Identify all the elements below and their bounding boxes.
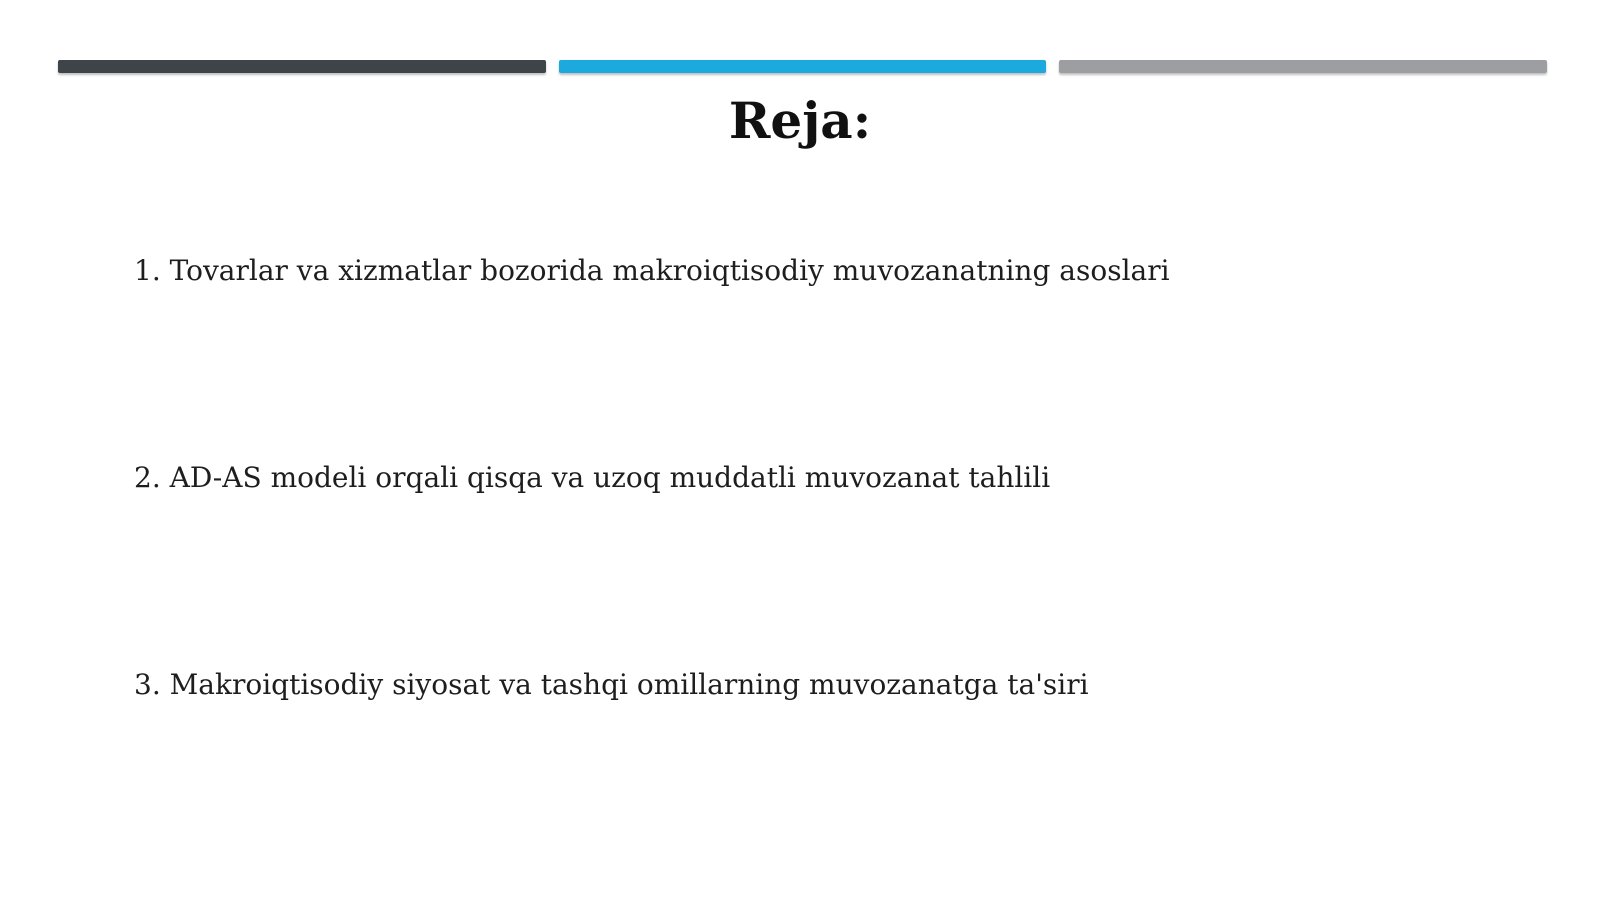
plan-item: 2. AD-AS modeli orqali qisqa va uzoq muddatli muvozanat tahlili — [134, 461, 1051, 494]
plan-item: 3. Makroiqtisodiy siyosat va tashqi omillarning muvozanatga ta'siri — [134, 668, 1089, 701]
slide-title: Reja: — [728, 91, 872, 150]
decorative-bar-blue — [559, 60, 1046, 73]
decorative-bar-gray — [1059, 60, 1547, 73]
plan-item: 1. Tovarlar va xizmatlar bozorida makroiqtisodiy muvozanatning asoslari — [134, 254, 1170, 287]
decorative-bar-dark — [58, 60, 546, 73]
